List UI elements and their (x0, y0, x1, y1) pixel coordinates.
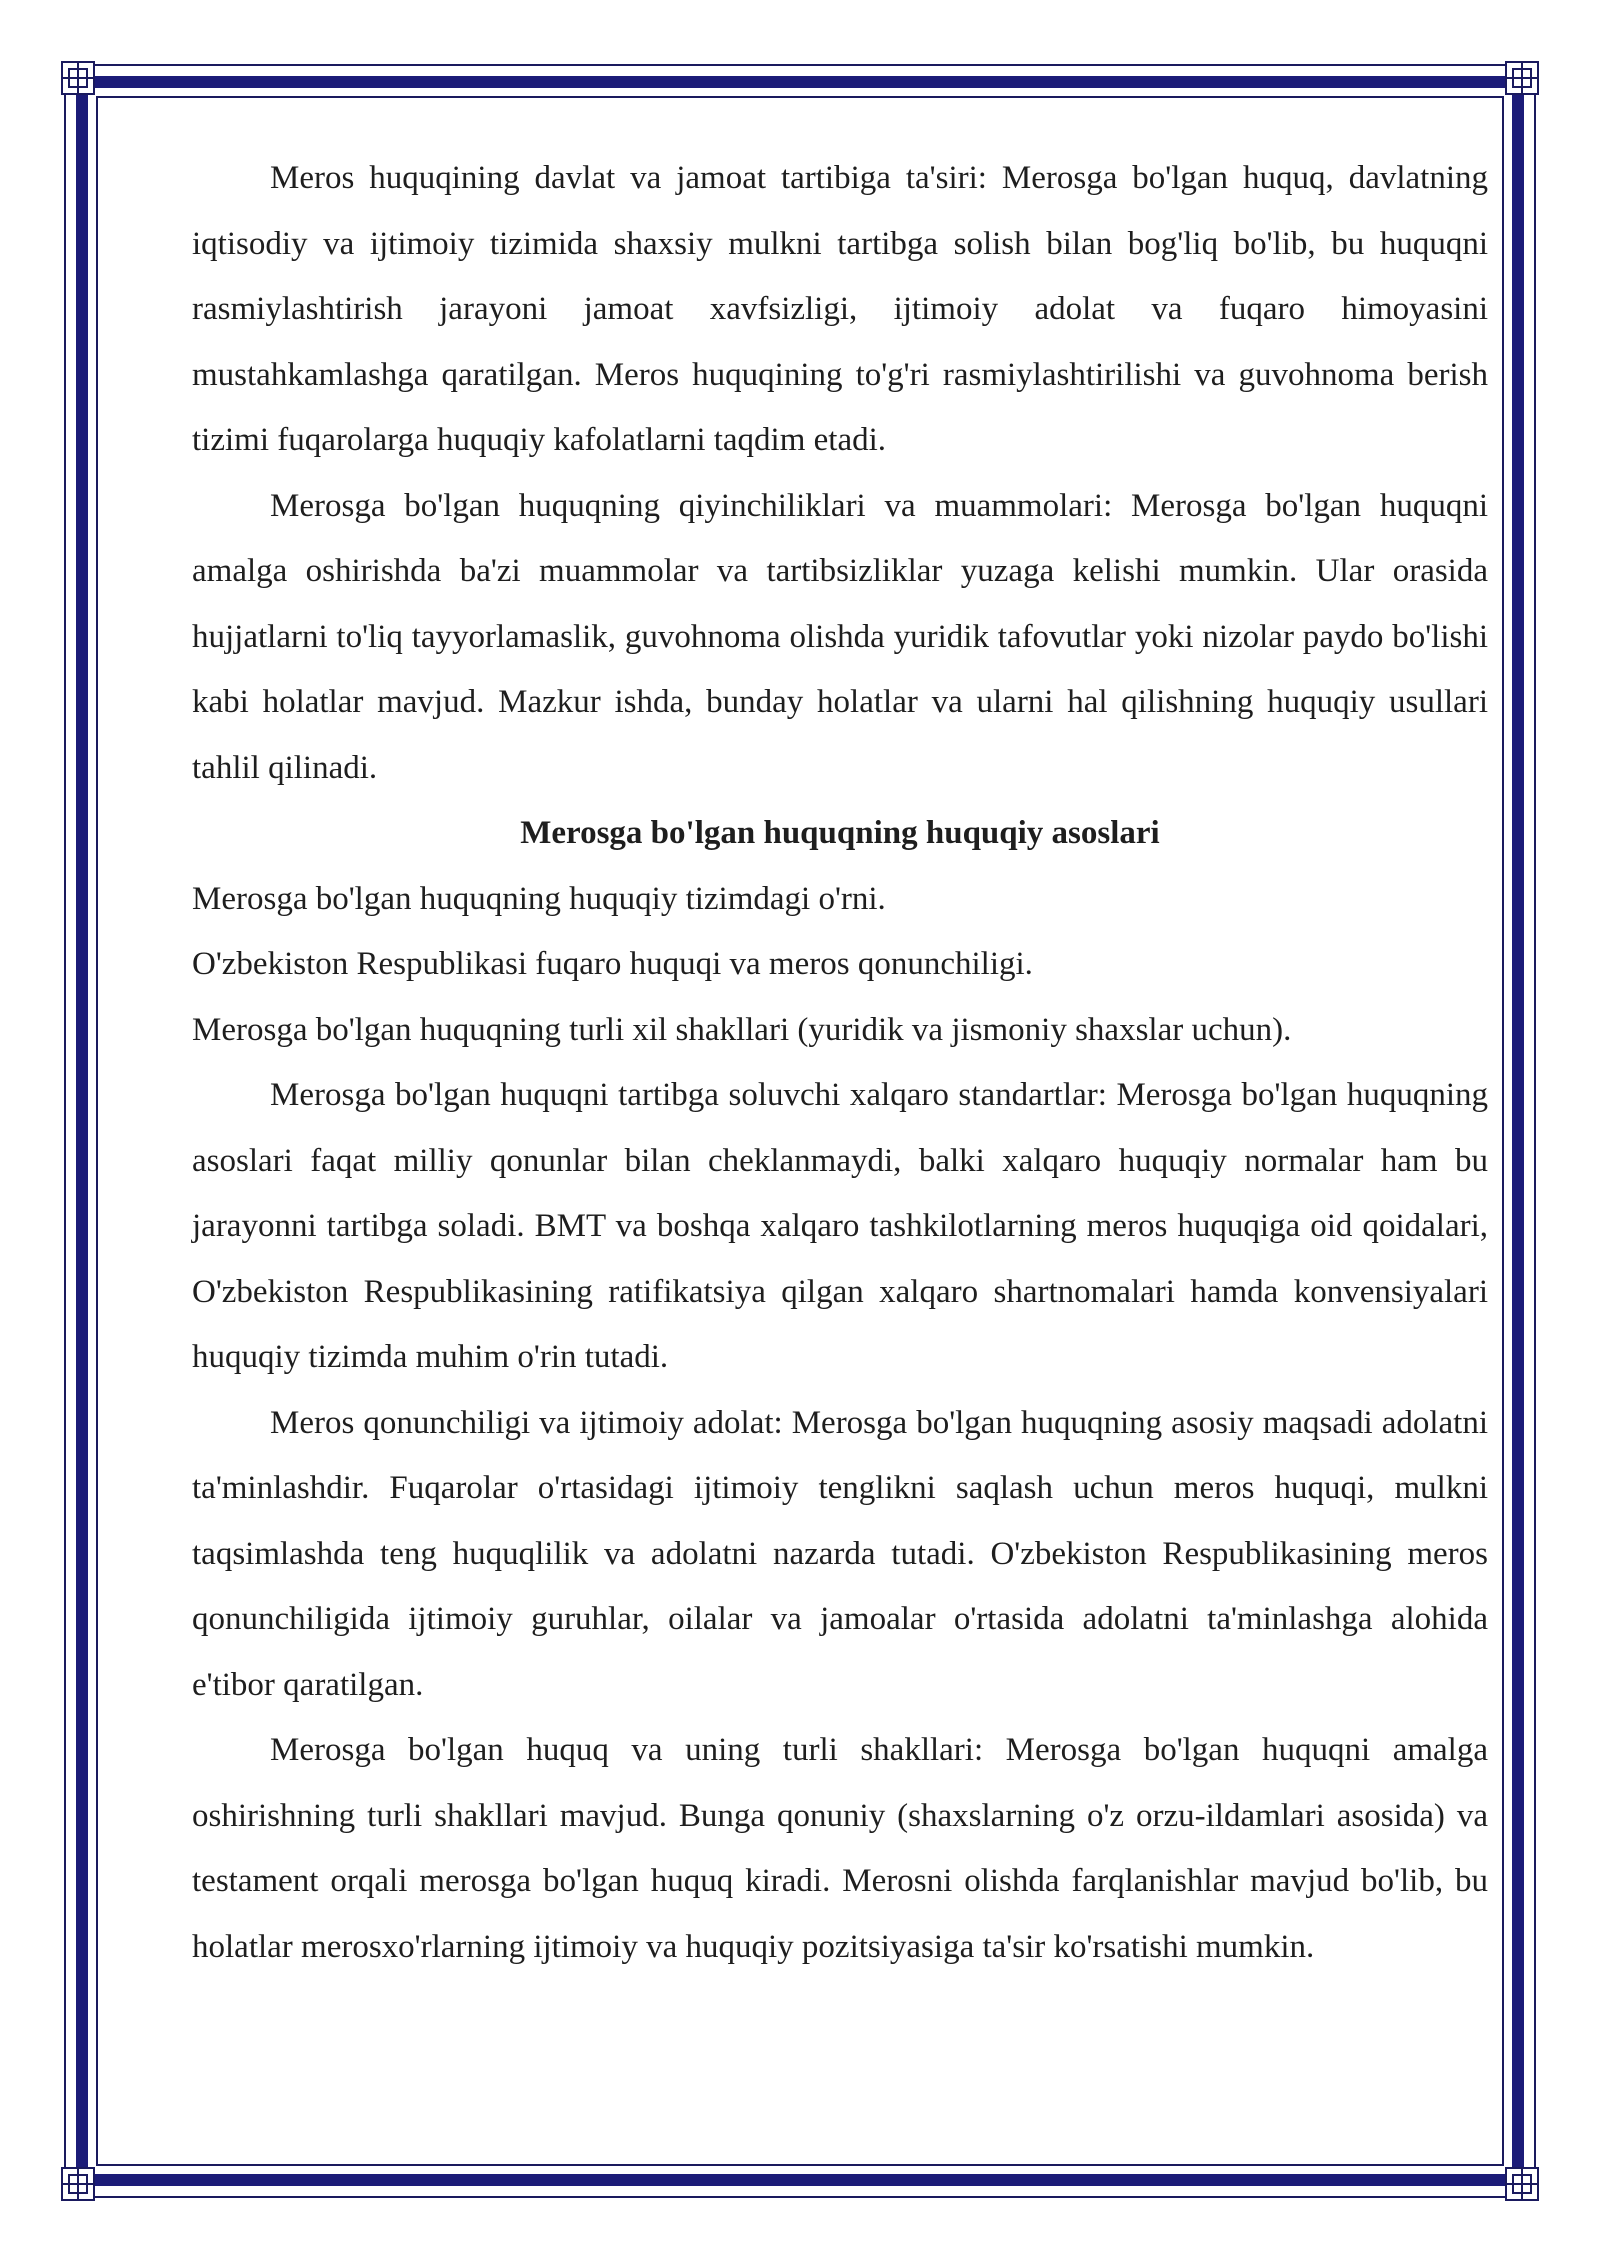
corner-ornament-bottom-left (60, 2166, 96, 2202)
list-line: Merosga bo'lgan huquqning turli xil shakllari (yuridik va jismoniy shaxslar uchun). (192, 1011, 1292, 1048)
paragraph: Merosga bo'lgan huquqni tartibga soluvchi xalqaro standartlar: Merosga bo'lgan huquqning asoslari faqat milliy qonunlar bilan cheklanmaydi, balki xalqaro huquqiy normalar ham bu jarayonni tartibga soladi. BMT va boshqa xalqaro tashkilotlarning meros huquqiga oid qoidalari, O'zbekiston Respublikasining ratifikatsiya qilgan xalqaro shartnomalari hamda konvensiyalari huquqiy tizimda muhim o'rin tutadi. (192, 1077, 1488, 1375)
corner-ornament-top-right (1504, 60, 1540, 96)
paragraph: Merosga bo'lgan huquq va uning turli shakllari: Merosga bo'lgan huquqni amalga oshirishning turli shakllari mavjud. Bunga qonuniy (shaxslarning o'z orzu-ildamlari asosida) va testament orqali merosga bo'lgan huquq kiradi. Merosni olishda farqlanishlar mavjud bo'lib, bu holatlar merosxo'rlarning ijtimoiy va huquqiy pozitsiyasiga ta'sir ko'rsatishi mumkin. (192, 1732, 1488, 1965)
list-line: O'zbekiston Respublikasi fuqaro huquqi va meros qonunchiligi. (192, 946, 1033, 982)
paragraph: Meros qonunchiligi va ijtimoiy adolat: Merosga bo'lgan huquqning asosiy maqsadi adolatni ta'minlashdir. Fuqarolar o'rtasidagi ijtimoiy tenglikni saqlash uchun meros huquqi, mulkni taqsimlashda teng huquqlilik va adolatni nazarda tutadi. O'zbekiston Respublikasining meros qonunchiligida ijtimoiy guruhlar, oilalar va jamoalar o'rtasida adolatni ta'minlashga alohida e'tibor qaratilgan. (192, 1404, 1488, 1703)
paragraph: Meros huquqining davlat va jamoat tartibiga ta'siri: Merosga bo'lgan huquq, davlatning iqtisodiy va ijtimoiy tizimida shaxsiy mulkni tartibga solish bilan bog'liq bo'lib, bu huquqni rasmiylashtirish jarayoni jamoat xavfsizligi, ijtimoiy adolat va fuqaro himoyasini mustahkamlashga qaratilgan. Meros huquqining to'g'ri rasmiylashtirilishi va guvohnoma berish tizimi fuqarolarga huquqiy kafolatlarni taqdim etadi. (192, 160, 1488, 458)
section-heading: Merosga bo'lgan huquqning huquqiy asoslari (520, 815, 1160, 851)
document-body (192, 146, 1488, 1980)
list-line: Merosga bo'lgan huquqning huquqiy tizimdagi o'rni. (192, 880, 886, 917)
corner-ornament-top-left (60, 60, 96, 96)
corner-ornament-bottom-right (1504, 2166, 1540, 2202)
paragraph: Merosga bo'lgan huquqning qiyinchiliklari va muammolari: Merosga bo'lgan huquqni amalga oshirishda ba'zi muammolar va tartibsizliklar yuzaga kelishi mumkin. Ular orasida hujjatlarni to'liq tayyorlamaslik, guvohnoma olishda yuridik tafovutlar yoki nizolar paydo bo'lishi kabi holatlar mavjud. Mazkur ishda, bunday holatlar va ularni hal qilishning huquqiy usullari tahlil qilinadi. (192, 487, 1488, 786)
